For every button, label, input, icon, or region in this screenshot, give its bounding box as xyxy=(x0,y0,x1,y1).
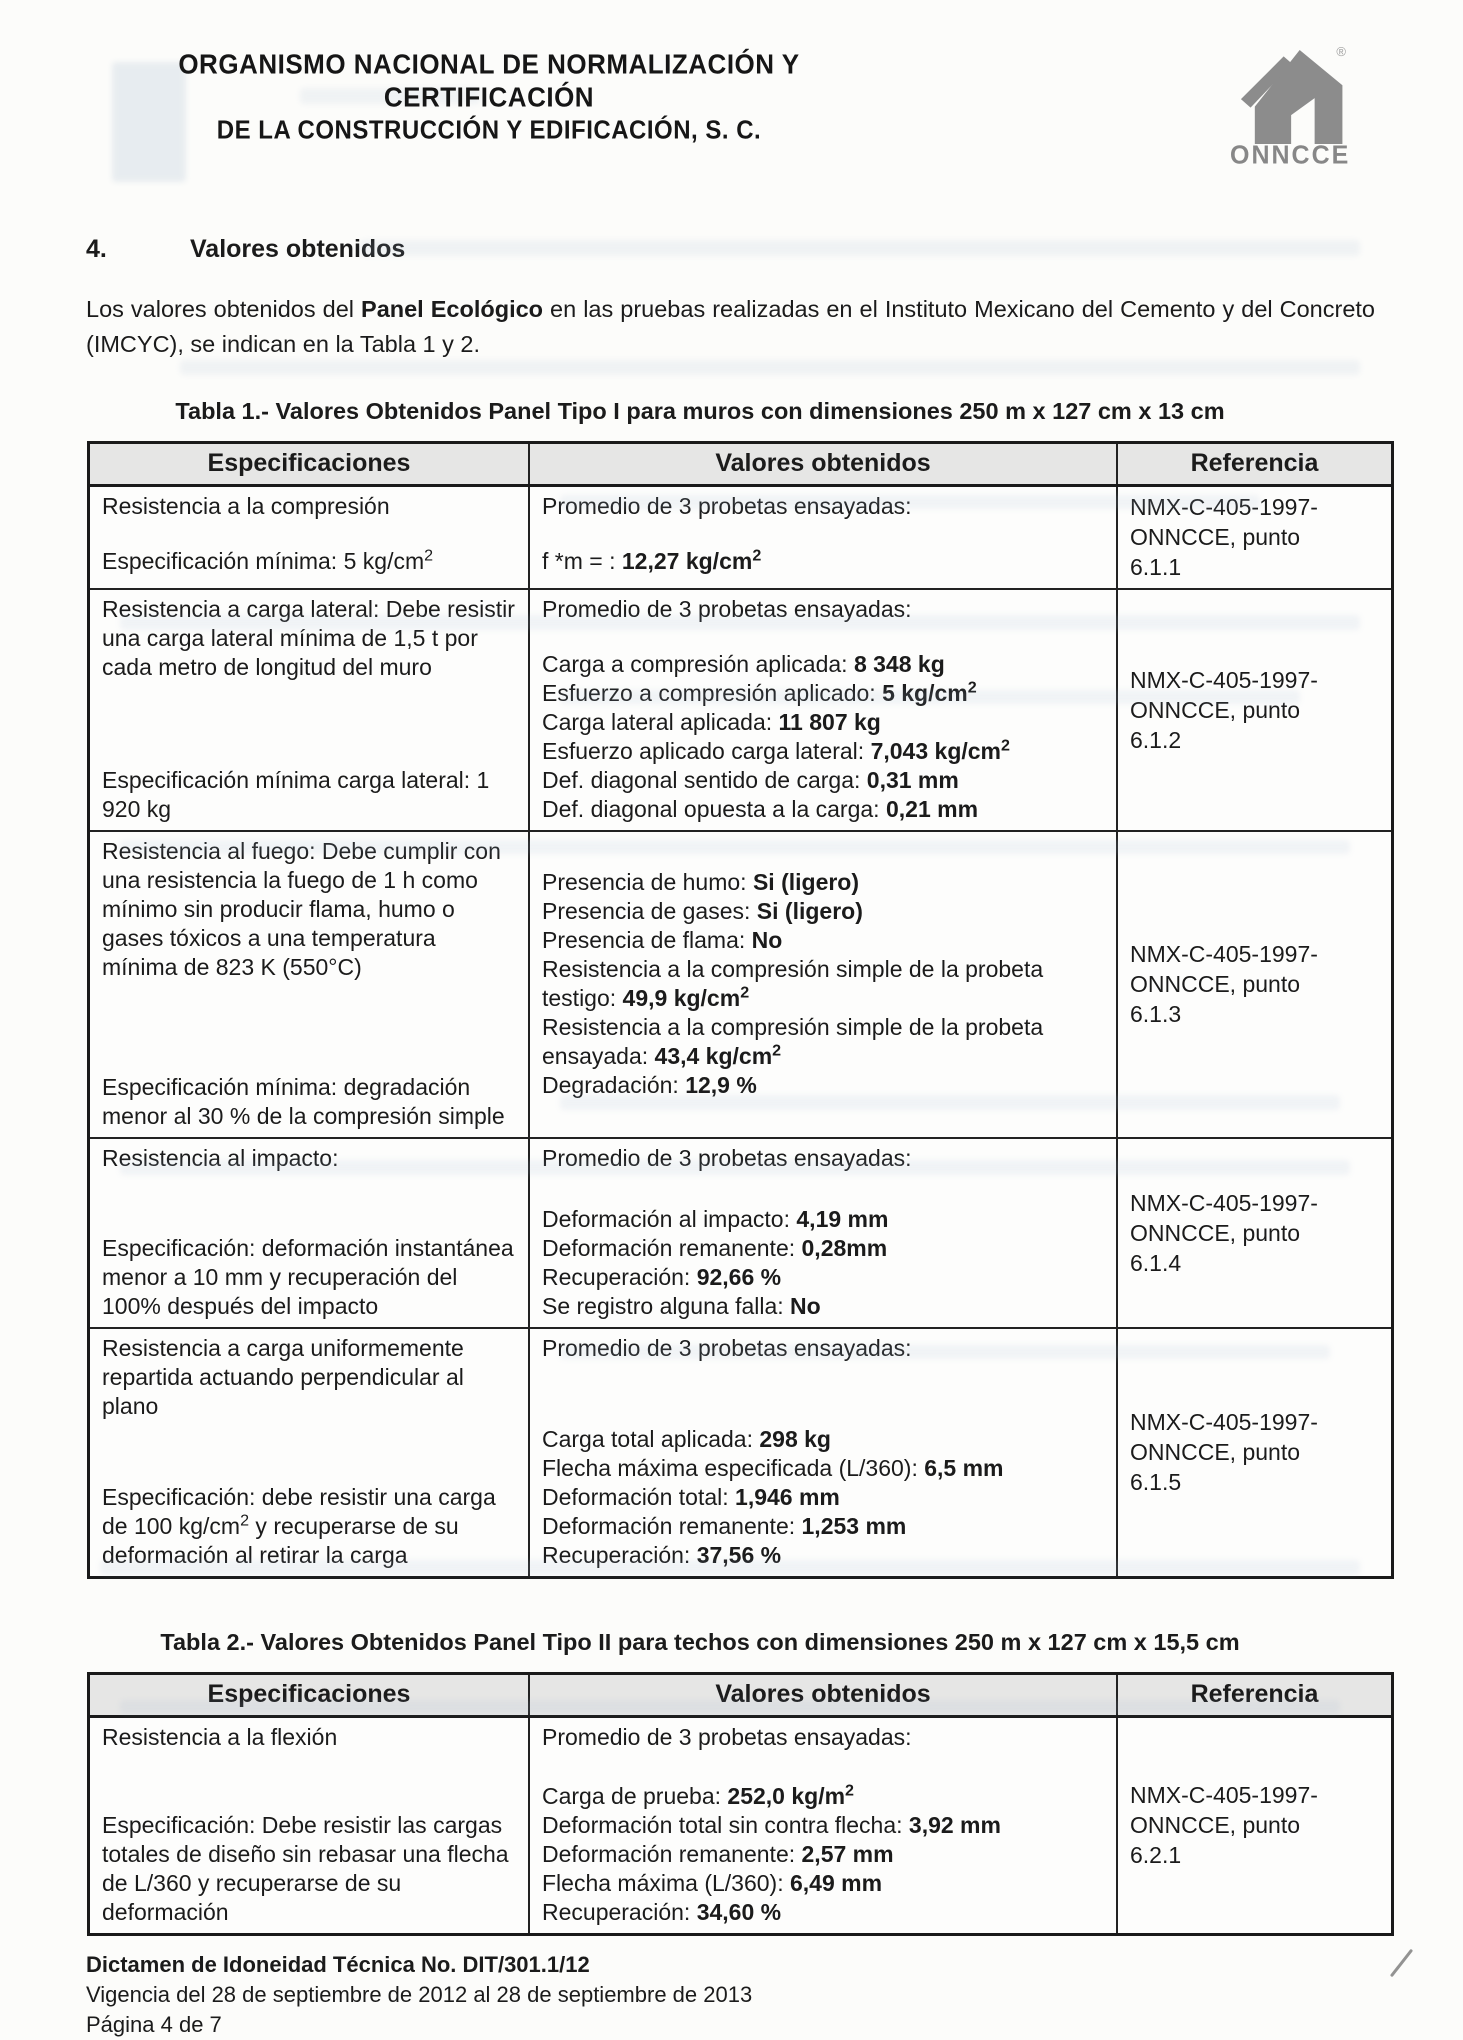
result-line: Flecha máxima (L/360): 6,49 mm xyxy=(542,1870,883,1896)
spec-requirement: Resistencia a carga uniformemente repartida actuando perpendicular al plano xyxy=(102,1335,464,1419)
product-name: Panel Ecológico xyxy=(361,296,544,322)
table-2 xyxy=(87,1672,1394,1936)
section-title: Valores obtenidos xyxy=(190,235,406,263)
result-line: Resistencia a la compresión simple de la probeta testigo: 49,9 $kg/cm^2$ xyxy=(542,956,1044,1011)
result-value: 0,28mm xyxy=(801,1235,888,1261)
bleedthrough-artifact xyxy=(180,360,1360,375)
spec-cell xyxy=(89,1717,530,1935)
spec-minimum: Especificación mínima carga lateral: 1 920 kg xyxy=(102,767,490,822)
table-1-block xyxy=(0,398,1463,1579)
reference-cell xyxy=(1117,486,1393,590)
spec-minimum: Especificación: debe resistir una carga de 100 $kg/cm^2$ y recuperarse de su deformación al retirar la carga xyxy=(102,1484,496,1568)
values-cell xyxy=(529,1717,1117,1935)
values-intro: Promedio de 3 probetas ensayadas: xyxy=(542,493,912,519)
section-heading xyxy=(86,235,1463,264)
result-value: 8 348 kg xyxy=(853,651,945,677)
result-value: Si (ligero) xyxy=(752,869,860,895)
values-intro: Promedio de 3 probetas ensayadas: xyxy=(542,1145,912,1171)
letterhead xyxy=(0,0,1463,170)
result-line: Deformación total sin contra flecha: 3,92 mm xyxy=(542,1812,1001,1838)
result-line: Presencia de flama: No xyxy=(542,927,783,953)
result-value: 0,21 mm xyxy=(885,796,979,822)
values-intro: Promedio de 3 probetas ensayadas: xyxy=(542,1335,912,1361)
result-line: Def. diagonal opuesta a la carga: 0,21 mm xyxy=(542,796,979,822)
norm-reference: NMX-C-405-1997- ONNCCE, punto 6.1.3 xyxy=(1130,941,1318,1027)
table-2-block xyxy=(0,1629,1463,1936)
spec-cell xyxy=(89,486,530,590)
result-line: Carga lateral aplicada: 11 807 kg xyxy=(542,709,881,735)
spec-minimum: Especificación: deformación instantánea menor a 10 mm y recuperación del 100% después del impacto xyxy=(102,1235,514,1319)
result-value: 298 kg xyxy=(759,1426,831,1452)
norm-reference: NMX-C-405-1997- ONNCCE, punto 6.1.2 xyxy=(1130,666,1318,753)
result-line: Resistencia a la compresión simple de la probeta ensayada: 43,4 $kg/cm^2$ xyxy=(542,1014,1044,1069)
result-value: 34,60 % xyxy=(696,1899,782,1925)
result-value: 252,0 $kg/m^2$ xyxy=(727,1781,854,1809)
footer-document-number: Dictamen de Idoneidad Técnica No. DIT/301.1/12 xyxy=(86,1952,590,1977)
organization-name-line2: DE LA CONSTRUCCIÓN Y EDIFICACIÓN, S. C. xyxy=(216,116,762,145)
result-value: 2,57 mm xyxy=(801,1841,894,1867)
result-value: 3,92 mm xyxy=(908,1812,1001,1838)
result-line: Esfuerzo a compresión aplicado: 5 $kg/cm^2$ xyxy=(542,678,977,706)
spec-requirement: Resistencia a la compresión xyxy=(102,493,390,519)
values-intro: Promedio de 3 probetas ensayadas: xyxy=(542,596,912,622)
paragraph-text: Los valores obtenidos del xyxy=(86,296,362,322)
table-1 xyxy=(87,441,1394,1579)
result-value: No xyxy=(751,927,783,953)
values-cell xyxy=(529,831,1117,1138)
column-header: Valores obtenidos xyxy=(529,1674,1117,1717)
spec-cell xyxy=(89,589,530,831)
values-cell xyxy=(529,1328,1117,1578)
reference-cell xyxy=(1117,1328,1393,1578)
onncce-house-n-icon xyxy=(1233,50,1345,144)
table-row xyxy=(89,1717,1393,1935)
reference-cell xyxy=(1117,1717,1393,1935)
result-value: 0,31 mm xyxy=(866,767,959,793)
spec-minimum: Especificación mínima: 5 $kg/cm^2$ xyxy=(102,546,434,574)
column-header: Referencia xyxy=(1117,443,1393,486)
spec-cell xyxy=(89,831,530,1138)
result-value: Si (ligero) xyxy=(756,898,863,924)
norm-reference: NMX-C-405-1997- ONNCCE, punto 6.2.1 xyxy=(1130,1782,1318,1868)
values-intro: Promedio de 3 probetas ensayadas: xyxy=(542,1724,912,1750)
column-header: Especificaciones xyxy=(89,443,530,486)
section-number: 4. xyxy=(86,235,107,263)
result-value: 43,4 $kg/cm^2$ xyxy=(654,1041,782,1069)
reference-cell xyxy=(1117,831,1393,1138)
result-value: 1,946 mm xyxy=(735,1484,840,1510)
result-line: Deformación remanente: 2,57 mm xyxy=(542,1841,894,1867)
result-line: Esfuerzo aplicado carga lateral: 7,043 $kg/cm^2$ xyxy=(542,736,1010,764)
footer-validity: Vigencia del 28 de septiembre de 2012 al 28 de septiembre de 2013 xyxy=(86,1982,753,2007)
table-row xyxy=(89,831,1393,1138)
result-line: Deformación al impacto: 4,19 mm xyxy=(542,1206,889,1232)
result-value: 5 $kg/cm^2$ xyxy=(882,678,977,706)
spec-requirement: Resistencia al fuego: Debe cumplir con una resistencia la fuego de 1 h como mínimo sin producir flama, humo o gases tóxicos a una temperatura mínima de 823 K (550°C) xyxy=(102,838,501,980)
result-line: Recuperación: 34,60 % xyxy=(542,1899,782,1925)
spec-cell xyxy=(89,1138,530,1328)
table-row xyxy=(89,1328,1393,1578)
result-line: Carga a compresión aplicada: 8 348 kg xyxy=(542,651,945,677)
paragraph-text: en las pruebas realizadas en el Instituto Mexicano del Cemento y del Concreto (IMCYC), se indican en la Tabla 1 y 2. xyxy=(86,296,1375,357)
norm-reference: NMX-C-405-1997- ONNCCE, punto 6.1.1 xyxy=(1130,494,1318,580)
spec-requirement: Resistencia a carga lateral: Debe resistir una carga lateral mínima de 1,5 t por cada metro de longitud del muro xyxy=(102,596,515,680)
spec-minimum: Especificación mínima: degradación menor al 30 % de la compresión simple xyxy=(102,1074,505,1129)
column-header: Valores obtenidos xyxy=(529,443,1117,486)
values-cell xyxy=(529,486,1117,590)
organization-name-line1: ORGANISMO NACIONAL DE NORMALIZACIÓN Y CERTIFICACIÓN xyxy=(178,48,800,113)
table-2-caption: Tabla 2.- Valores Obtenidos Panel Tipo II para techos con dimensiones 250 m x 127 cm x 15,5 cm xyxy=(160,1629,1240,1655)
result-value: 7,043 $kg/cm^2$ xyxy=(870,736,1010,764)
result-value: 92,66 % xyxy=(696,1264,782,1290)
result-value: 12,9 % xyxy=(685,1072,757,1098)
result-value: No xyxy=(790,1293,821,1319)
result-line: f *m = : 12,27 $kg/cm^2$ xyxy=(542,546,762,574)
table-header-row xyxy=(89,1674,1393,1717)
table-1-caption: Tabla 1.- Valores Obtenidos Panel Tipo I para muros con dimensiones 250 m x 127 cm x 13 cm xyxy=(175,398,1225,424)
onncce-logo-text: ONNCCE xyxy=(1230,140,1351,170)
result-line: Deformación remanente: 1,253 mm xyxy=(542,1513,907,1539)
result-value: 37,56 % xyxy=(696,1542,782,1568)
result-line: Carga de prueba: 252,0 $kg/m^2$ xyxy=(542,1781,854,1809)
result-line: Carga total aplicada: 298 kg xyxy=(542,1426,831,1452)
reference-cell xyxy=(1117,1138,1393,1328)
values-cell xyxy=(529,1138,1117,1328)
organization-title xyxy=(86,0,892,145)
reference-cell xyxy=(1117,589,1393,831)
table-row xyxy=(89,486,1393,590)
result-line: Flecha máxima especificada (L/360): 6,5 mm xyxy=(542,1455,1004,1481)
result-line: Def. diagonal sentido de carga: 0,31 mm xyxy=(542,767,959,793)
result-value: 4,19 mm xyxy=(796,1206,889,1232)
spec-requirement: Resistencia a la flexión xyxy=(102,1724,338,1750)
spec-cell xyxy=(89,1328,530,1578)
result-line: Deformación remanente: 0,28mm xyxy=(542,1235,888,1261)
result-line: Presencia de gases: Si (ligero) xyxy=(542,898,863,924)
result-value: 1,253 mm xyxy=(801,1513,907,1539)
spec-minimum: Especificación: Debe resistir las cargas totales de diseño sin rebasar una flecha de L/360 y recuperarse de su deformación xyxy=(102,1812,509,1925)
spec-requirement: Resistencia al impacto: xyxy=(102,1145,339,1171)
result-value: 12,27 $kg/cm^2$ xyxy=(621,546,762,574)
footer-page-number: Página 4 de 7 xyxy=(86,2012,222,2037)
result-line: Se registro alguna falla: No xyxy=(542,1293,821,1319)
registered-trademark-icon: ® xyxy=(1336,44,1346,59)
table-row xyxy=(89,589,1393,831)
result-line: Deformación total: 1,946 mm xyxy=(542,1484,840,1510)
result-value: 6,5 mm xyxy=(924,1455,1004,1481)
result-line: Degradación: 12,9 % xyxy=(542,1072,757,1098)
result-value: 6,49 mm xyxy=(789,1870,883,1896)
table-header-row xyxy=(89,443,1393,486)
values-cell xyxy=(529,589,1117,831)
result-line: Presencia de humo: Si (ligero) xyxy=(542,869,860,895)
norm-reference: NMX-C-405-1997- ONNCCE, punto 6.1.4 xyxy=(1130,1189,1318,1276)
result-line: Recuperación: 37,56 % xyxy=(542,1542,782,1568)
column-header: Referencia xyxy=(1117,1674,1393,1717)
page-footer xyxy=(86,1950,1463,2040)
table-row xyxy=(89,1138,1393,1328)
column-header: Especificaciones xyxy=(89,1674,530,1717)
intro-paragraph xyxy=(86,292,1375,362)
result-value: 49,9 $kg/cm^2$ xyxy=(622,983,750,1011)
onncce-logo xyxy=(1230,44,1351,170)
result-value: 11 807 kg xyxy=(778,709,881,735)
result-line: Recuperación: 92,66 % xyxy=(542,1264,782,1290)
norm-reference: NMX-C-405-1997- ONNCCE, punto 6.1.5 xyxy=(1130,1409,1318,1495)
